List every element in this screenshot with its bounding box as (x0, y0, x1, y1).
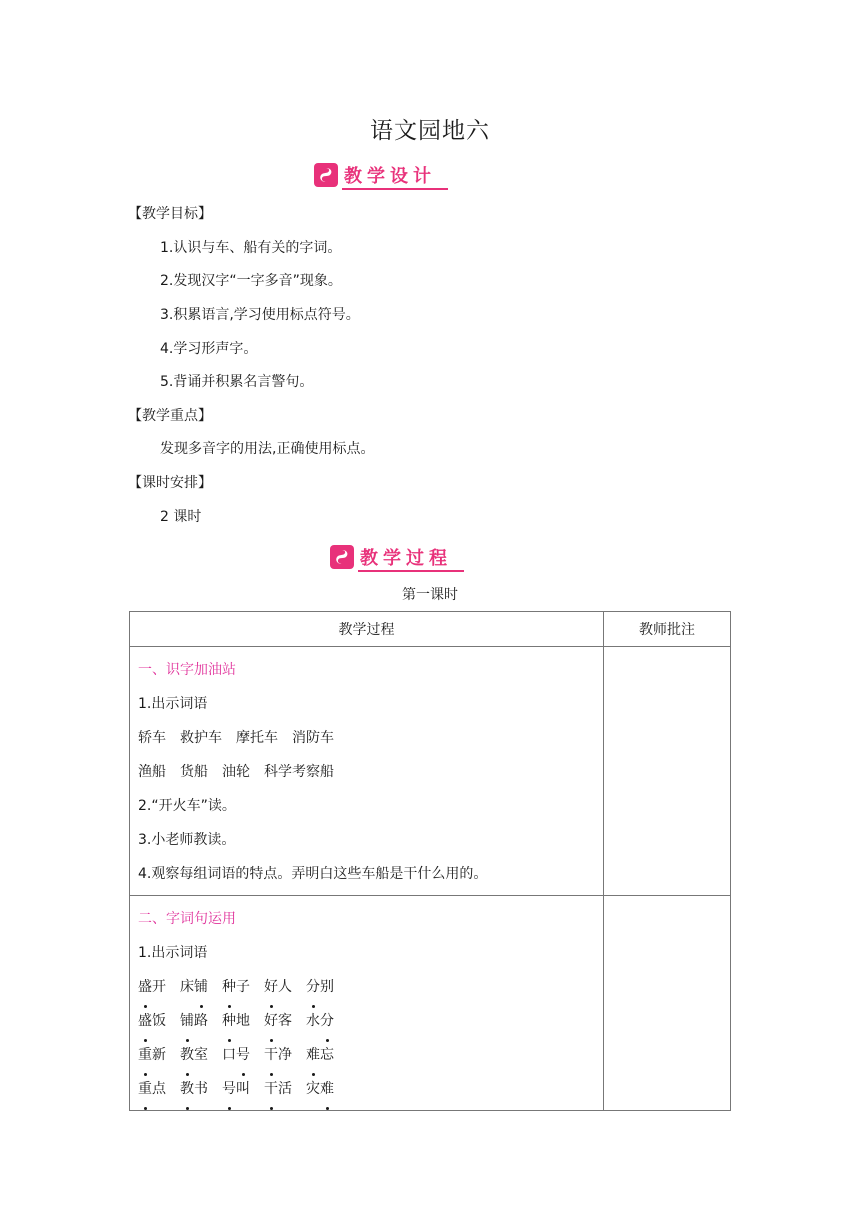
page-title: 语文园地六 (370, 118, 490, 144)
goal-item: 5.背诵并积累名言警句。 (160, 374, 314, 390)
step-text: 1.出示词语 (138, 696, 208, 712)
word-row (138, 1038, 595, 1072)
process-cell (130, 896, 604, 1111)
emphasized-char: 干 (264, 1038, 278, 1072)
emphasized-char: 教 (180, 1072, 194, 1106)
section-badge-design (314, 161, 448, 189)
notes-cell (604, 896, 731, 1111)
goal-item: 1.认识与车、船有关的字词。 (160, 240, 342, 256)
emphasized-char: 难 (306, 1038, 320, 1072)
schedule-heading: 【课时安排】 (128, 475, 212, 491)
emphasized-char: 难 (320, 1072, 334, 1106)
emphasized-char: 重 (138, 1038, 152, 1072)
emphasized-char: 种 (222, 1004, 236, 1038)
char: 客 (278, 1013, 292, 1029)
badge-underline (358, 570, 464, 572)
section-heading: 二、字词句运用 (138, 911, 236, 927)
step-text: 3.小老师教读。 (138, 832, 236, 848)
emphasized-char: 重 (138, 1072, 152, 1106)
column-header-notes: 教师批注 (604, 612, 731, 647)
goal-item: 3.积累语言,学习使用标点符号。 (160, 307, 360, 323)
emphasized-char: 盛 (138, 1004, 152, 1038)
goal-item: 2.发现汉字“一字多音”现象。 (160, 273, 342, 289)
word (222, 970, 250, 1004)
word (264, 970, 292, 1004)
emphasized-char: 号 (222, 1072, 236, 1106)
table-row (130, 647, 731, 896)
char: 水 (306, 1013, 320, 1029)
badge-label: 教学过程 (360, 548, 452, 569)
emphasized-char: 干 (264, 1072, 278, 1106)
lesson-table (129, 611, 731, 1111)
word (306, 1038, 334, 1072)
emphasized-char: 好 (264, 970, 278, 1004)
word: 科学考察船 (264, 764, 334, 780)
char: 净 (278, 1047, 292, 1063)
schedule-text: 2 课时 (160, 509, 202, 525)
word-row (138, 970, 595, 1004)
char: 灾 (306, 1081, 320, 1097)
word (180, 970, 208, 1004)
char: 人 (278, 979, 292, 995)
swirl-logo-icon (314, 163, 338, 187)
char: 忘 (320, 1047, 334, 1063)
lesson-title: 第一课时 (402, 587, 458, 603)
word (264, 1004, 292, 1038)
word: 轿车 (138, 730, 166, 746)
goals-heading: 【教学目标】 (128, 206, 212, 222)
char: 别 (320, 979, 334, 995)
word-row (138, 1004, 595, 1038)
step-text: 1.出示词语 (138, 945, 208, 961)
word (306, 1004, 334, 1038)
emphasized-char: 种 (222, 970, 236, 1004)
badge-underline (342, 188, 448, 190)
char: 子 (236, 979, 250, 995)
word: 消防车 (292, 730, 334, 746)
char: 路 (194, 1013, 208, 1029)
word (138, 1072, 166, 1106)
char: 饭 (152, 1013, 166, 1029)
word (180, 1004, 208, 1038)
word: 货船 (180, 764, 208, 780)
word: 油轮 (222, 764, 250, 780)
polyphonic-word-rows (138, 970, 595, 1106)
table-row (130, 896, 731, 1111)
emphasized-char: 分 (320, 1004, 334, 1038)
emphasized-char: 铺 (194, 970, 208, 1004)
word (264, 1072, 292, 1106)
word (138, 1038, 166, 1072)
word (222, 1072, 250, 1106)
emphasized-char: 号 (236, 1038, 250, 1072)
char: 室 (194, 1047, 208, 1063)
swirl-logo-icon (330, 545, 354, 569)
key-points-text: 发现多音字的用法,正确使用标点。 (160, 441, 375, 457)
badge-label: 教学设计 (344, 166, 436, 187)
word (306, 970, 334, 1004)
process-cell (130, 647, 604, 896)
word: 救护车 (180, 730, 222, 746)
word: 渔船 (138, 764, 166, 780)
goal-item: 4.学习形声字。 (160, 341, 258, 357)
word (180, 1038, 208, 1072)
word (138, 970, 166, 1004)
table-header-row (130, 612, 731, 647)
notes-cell (604, 647, 731, 896)
emphasized-char: 教 (180, 1038, 194, 1072)
word (222, 1004, 250, 1038)
char: 口 (222, 1047, 236, 1063)
char: 床 (180, 979, 194, 995)
column-header-process: 教学过程 (130, 612, 604, 647)
emphasized-char: 好 (264, 1004, 278, 1038)
char: 书 (194, 1081, 208, 1097)
step-text: 2.“开火车”读。 (138, 798, 236, 814)
word (264, 1038, 292, 1072)
word (180, 1072, 208, 1106)
word: 摩托车 (236, 730, 278, 746)
word (306, 1072, 334, 1106)
char: 新 (152, 1047, 166, 1063)
char: 活 (278, 1081, 292, 1097)
section-badge-process (330, 543, 464, 571)
step-text: 4.观察每组词语的特点。弄明白这些车船是干什么用的。 (138, 866, 488, 882)
section-heading: 一、识字加油站 (138, 662, 236, 678)
emphasized-char: 盛 (138, 970, 152, 1004)
word (138, 1004, 166, 1038)
char: 点 (152, 1081, 166, 1097)
word-row (138, 1072, 595, 1106)
word-row (138, 721, 595, 755)
char: 地 (236, 1013, 250, 1029)
word-row (138, 755, 595, 789)
key-points-heading: 【教学重点】 (128, 408, 212, 424)
char: 开 (152, 979, 166, 995)
emphasized-char: 铺 (180, 1004, 194, 1038)
emphasized-char: 分 (306, 970, 320, 1004)
word (222, 1038, 250, 1072)
char: 叫 (236, 1081, 250, 1097)
